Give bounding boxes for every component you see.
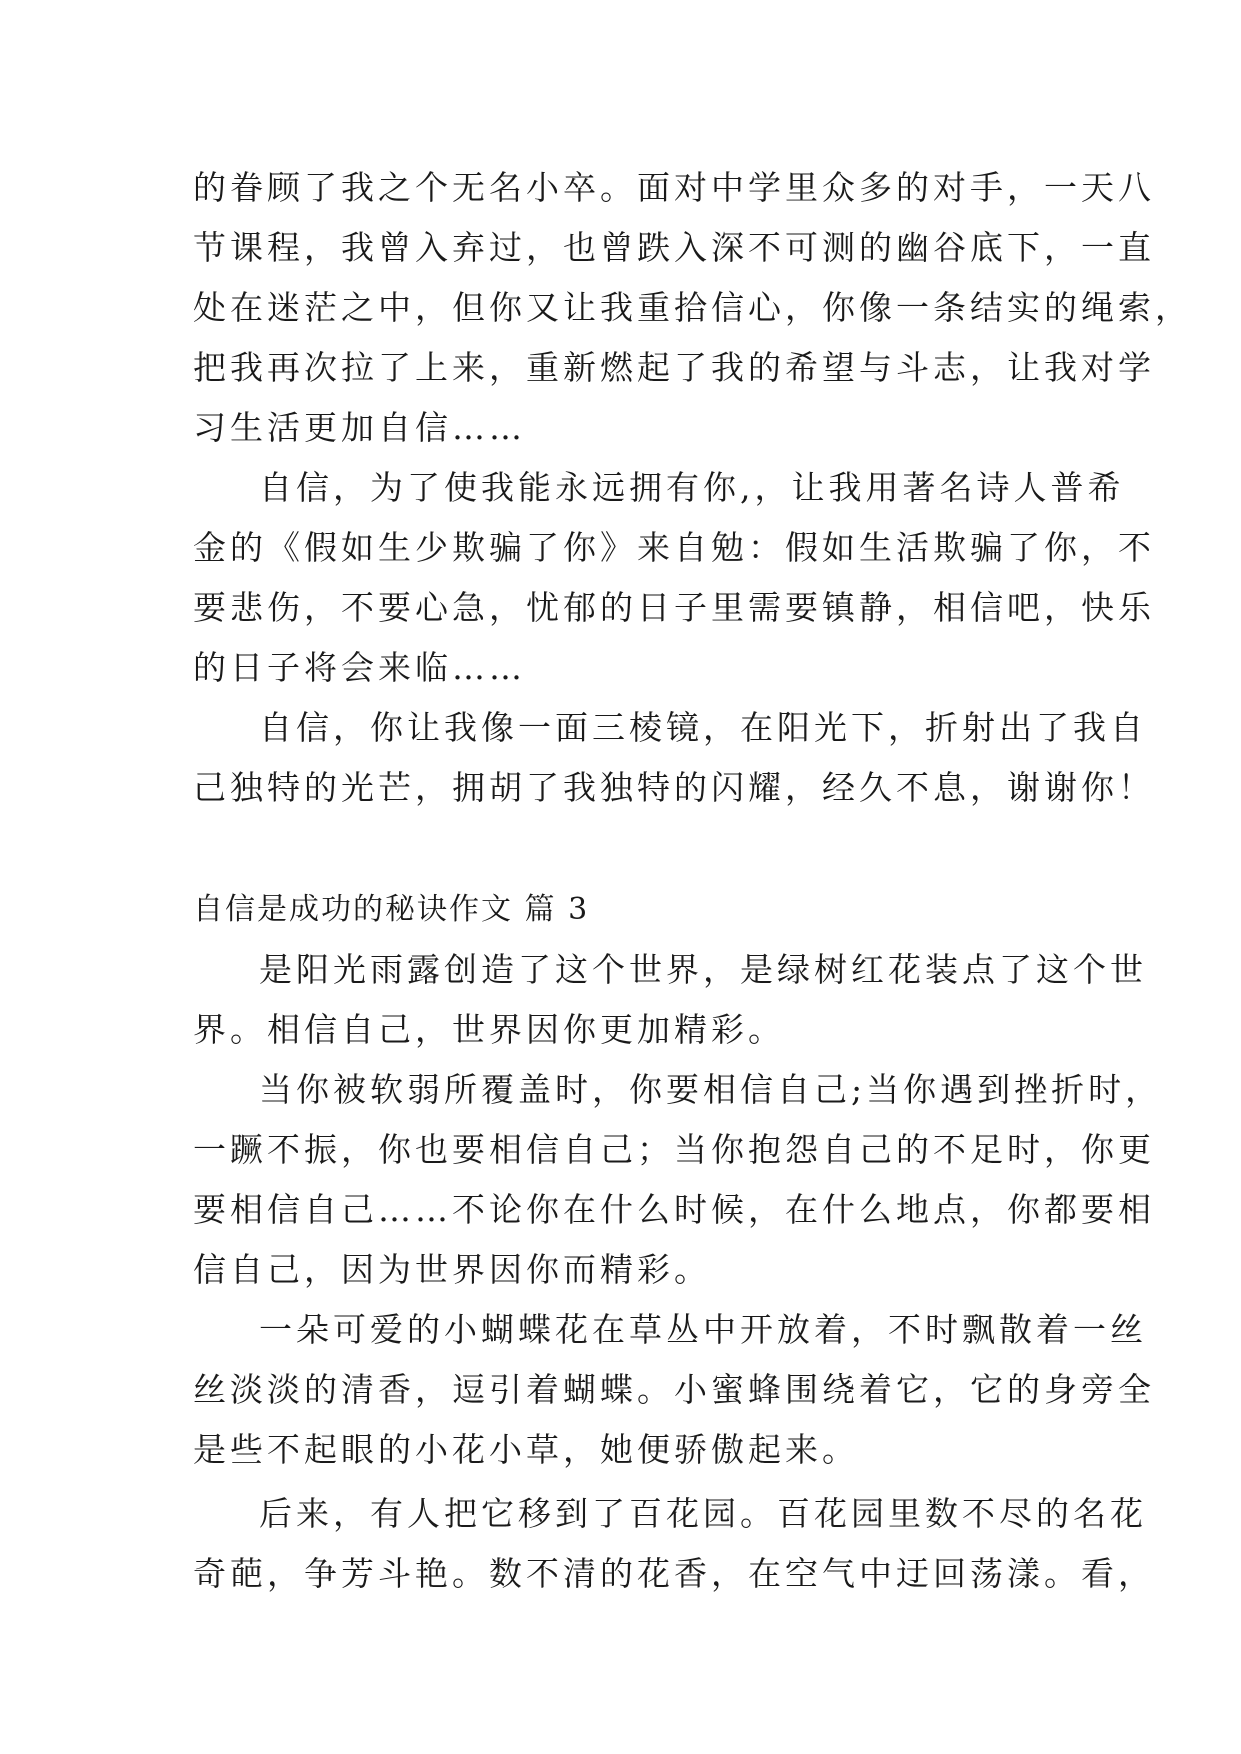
- text-line: 信自己，因为世界因你而精彩。: [193, 1250, 711, 1289]
- paragraph: [193, 1484, 1155, 1604]
- paragraph: [193, 940, 1147, 1060]
- text-line: 要悲伤，不要心急，忧郁的日子里需要镇静，相信吧，快乐: [193, 588, 1155, 627]
- paragraph: [193, 458, 1155, 698]
- text-line: 己独特的光芒，拥胡了我独特的闪耀，经久不息，谢谢你！: [193, 768, 1155, 807]
- text-line: 界。相信自己，世界因你更加精彩。: [193, 1010, 785, 1049]
- paragraph: [193, 698, 1155, 818]
- text-line: 的眷顾了我之个无名小卒。面对中学里众多的对手，一天八: [193, 168, 1155, 207]
- text-line: 把我再次拉了上来，重新燃起了我的希望与斗志，让我对学: [193, 348, 1155, 387]
- text-line: 后来，有人把它移到了百花园。百花园里数不尽的名花: [259, 1494, 1147, 1533]
- text-line: 金的《假如生少欺骗了你》来自勉：假如生活欺骗了你，不: [193, 528, 1155, 567]
- text-line: 自信，你让我像一面三棱镜，在阳光下，折射出了我自: [259, 708, 1147, 747]
- paragraph: [193, 1300, 1155, 1480]
- section-heading: 自信是成功的秘诀作文 篇 3: [193, 892, 590, 927]
- text-line: 习生活更加自信……: [193, 408, 526, 447]
- text-line: 是些不起眼的小花小草，她便骄傲起来。: [193, 1430, 859, 1469]
- paragraph: [193, 158, 1192, 458]
- text-line: 奇葩，争芳斗艳。数不清的花香，在空气中迂回荡漾。看，: [193, 1554, 1155, 1593]
- text-line: 丝淡淡的清香，逗引着蝴蝶。小蜜蜂围绕着它，它的身旁全: [193, 1370, 1155, 1409]
- text-line: 的日子将会来临……: [193, 648, 526, 687]
- text-line: 自信，为了使我能永远拥有你,，让我用著名诗人普希: [259, 468, 1125, 507]
- text-line: 当你被软弱所覆盖时，你要相信自己;当你遇到挫折时，: [259, 1070, 1163, 1109]
- text-line: 节课程，我曾入弃过，也曾跌入深不可测的幽谷底下，一直: [193, 228, 1155, 267]
- document-body: [193, 158, 1192, 1604]
- text-line: 处在迷茫之中，但你又让我重拾信心，你像一条结实的绳索，: [193, 288, 1192, 327]
- section: [193, 880, 1163, 1604]
- text-line: 一蹶不振，你也要相信自己；当你抱怨自己的不足时，你更: [193, 1130, 1155, 1169]
- paragraph: [193, 1060, 1163, 1300]
- text-line: 一朵可爱的小蝴蝶花在草丛中开放着，不时飘散着一丝: [259, 1310, 1147, 1349]
- text-line: 要相信自己……不论你在什么时候，在什么地点，你都要相: [193, 1190, 1155, 1229]
- text-line: 是阳光雨露创造了这个世界，是绿树红花装点了这个世: [259, 950, 1147, 989]
